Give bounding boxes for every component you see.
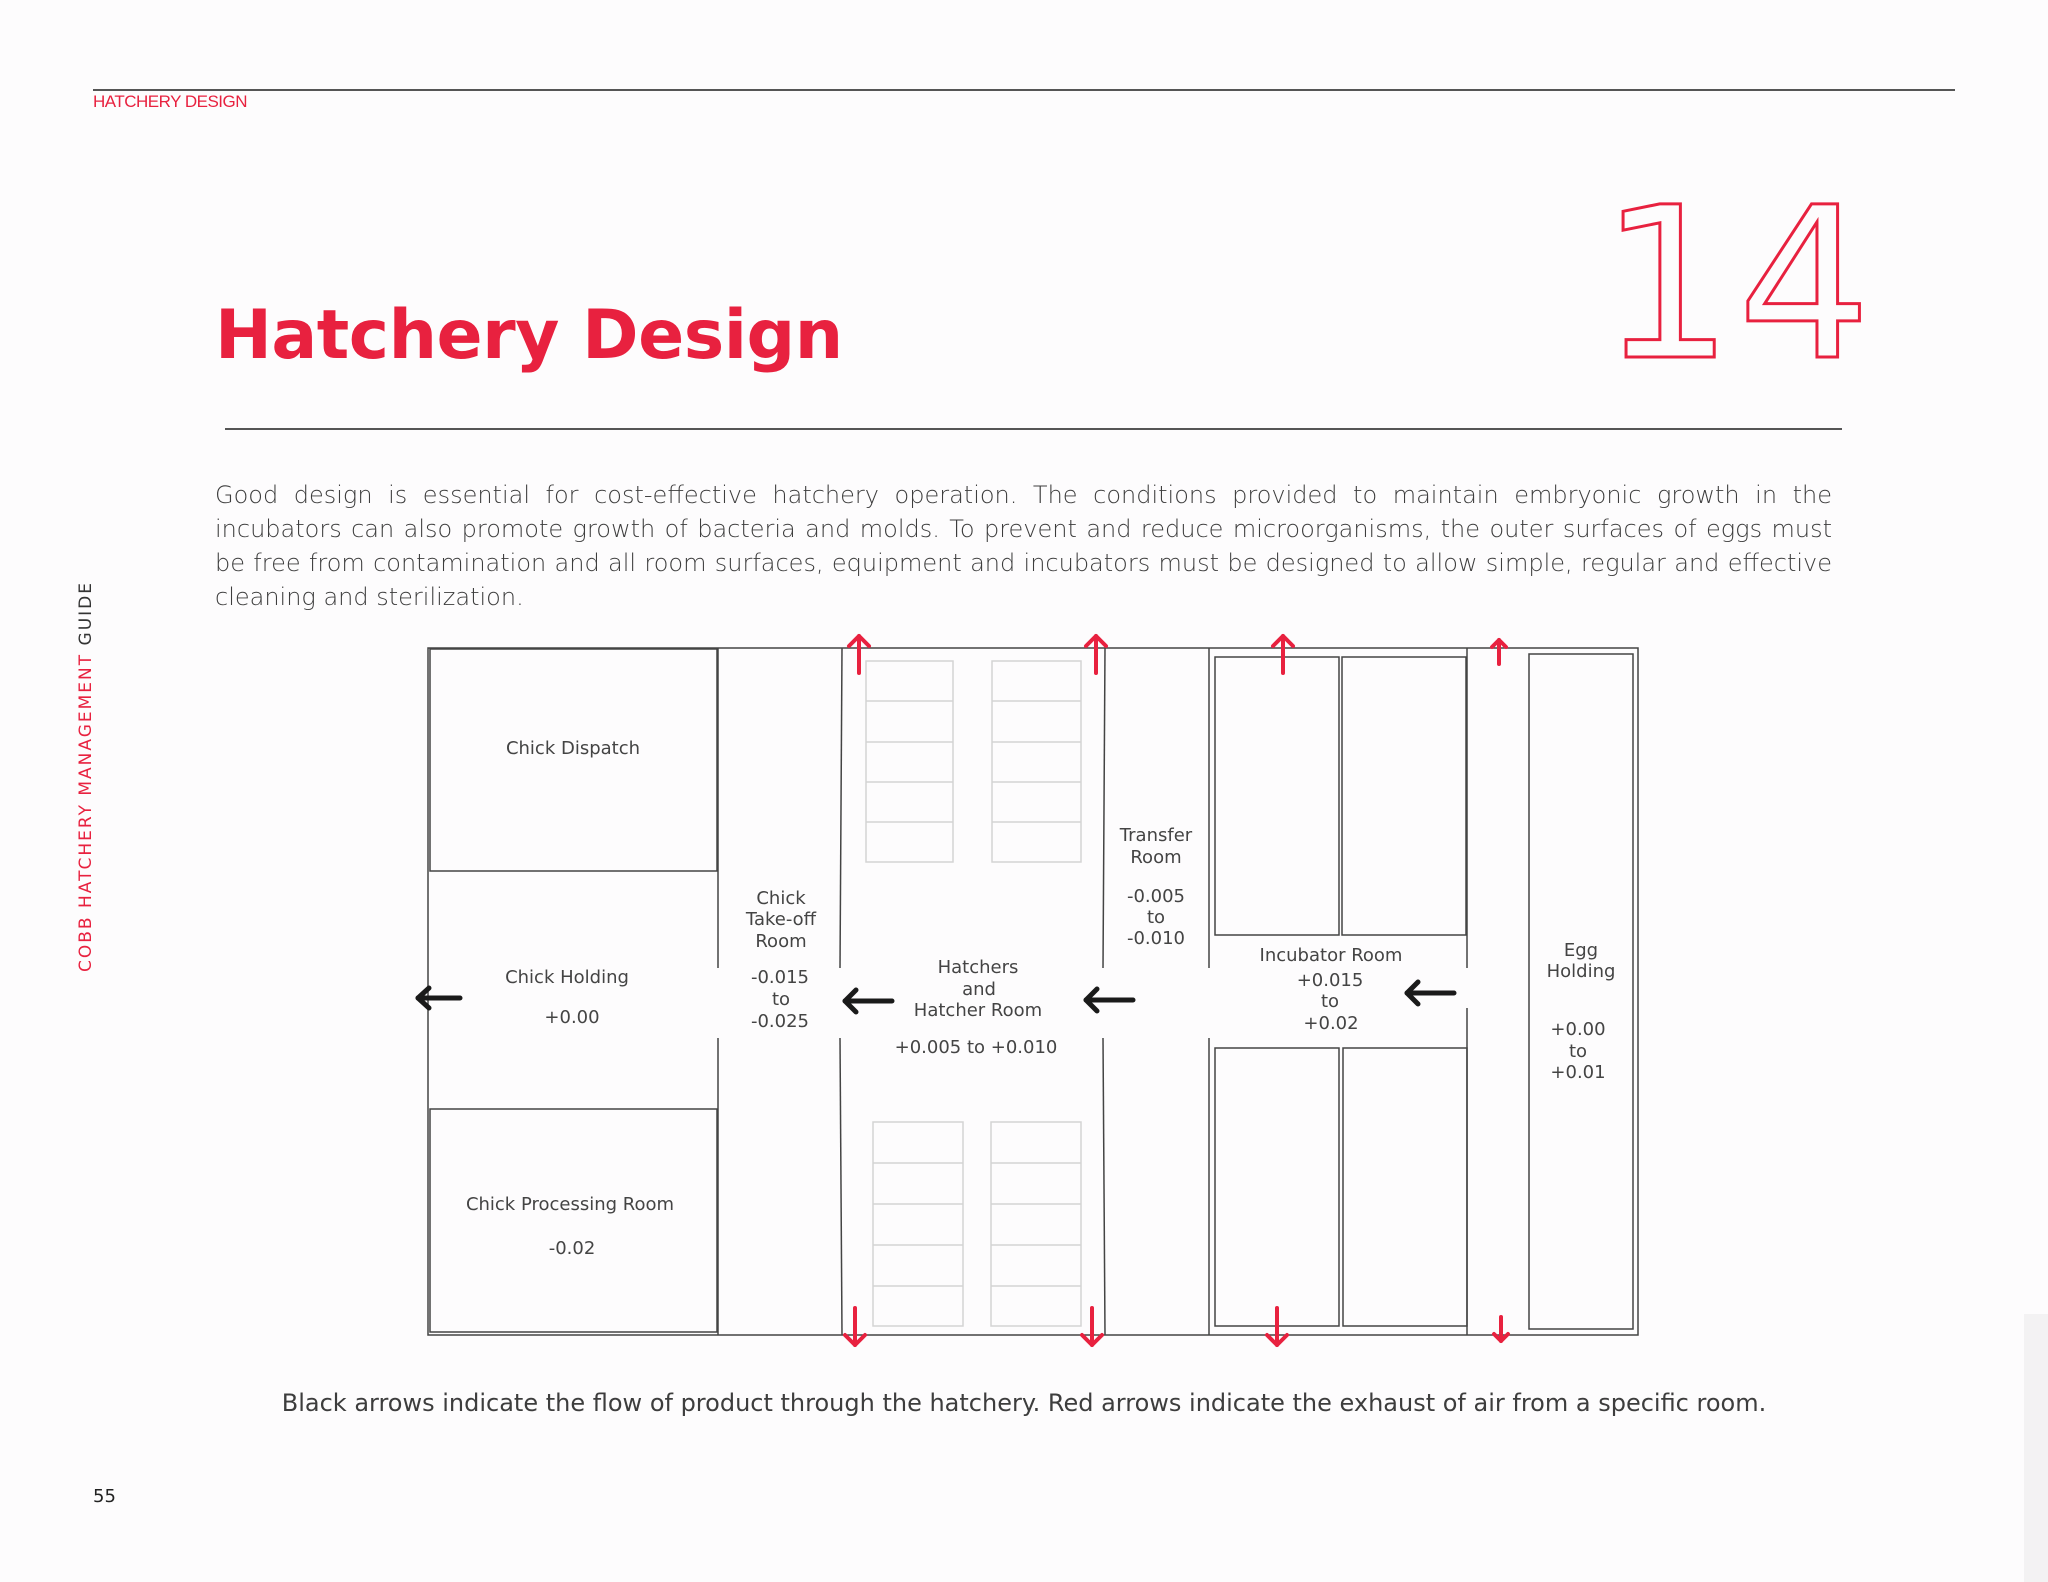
wall-hatcher-left-bottom [840,1038,842,1335]
pressure-transfer: to [1146,907,1166,928]
label-egg-holding: Egg [1563,940,1599,961]
page-edge [2024,1314,2048,1582]
exhaust-arrow-down-icon [1494,1317,1508,1341]
label-chick-takeoff: Chick [756,888,806,909]
side-label-guide-name: COBB HATCHERY MANAGEMENT [76,652,96,972]
incubator-unit [1342,657,1466,935]
pressure-chick-processing: -0.02 [548,1238,596,1259]
pressure-incubator: to [1320,991,1340,1012]
wall-hatcher-left-top [840,648,842,968]
wall-hatcher-right-top [1103,648,1105,968]
running-header: HATCHERY DESIGN [93,92,248,111]
flow-arrow-left-icon [418,988,460,1008]
exhaust-arrow-up-icon [1492,640,1506,664]
page-number: 55 [93,1486,116,1507]
intro-paragraph: Good design is essential for cost-effective hatchery operation. The conditions provided to maintain embryonic growth in the incubators can also promote growth of bacteria and molds. To prevent and reduce microorganisms, the outer surfaces of eggs must be free from contamination and all room surfaces, equipment and incubators must be designed to allow simple, regular and effective cleaning and sterilization. [215,481,1832,611]
room-egg-holding [1529,654,1633,1329]
pressure-egg-holding: to [1568,1041,1588,1062]
wall-hatcher-right-bottom [1103,1038,1105,1335]
figure-caption: Black arrows indicate the flow of product through the hatchery. Red arrows indicate the exhaust of air from a specific room. [281,1389,1767,1417]
exhaust-arrow-down-icon [845,1308,865,1345]
label-transfer: Transfer [1119,825,1193,846]
label-incubator: Incubator Room [1259,945,1403,966]
pressure-incubator: +0.015 [1296,970,1364,991]
incubator-unit [1215,657,1339,935]
exhaust-arrow-up-icon [1273,636,1293,673]
flow-arrow-left-icon [1407,982,1454,1004]
pressure-incubator: +0.02 [1303,1013,1359,1034]
incubator-unit [1343,1048,1467,1326]
chapter-title: Hatchery Design [215,296,843,375]
label-transfer: Room [1130,847,1182,868]
label-hatchers: Hatcher Room [913,1000,1043,1021]
exhaust-arrow-up-icon [1086,636,1106,673]
pressure-egg-holding: +0.00 [1550,1019,1606,1040]
label-chick-takeoff: Take-off [745,909,817,930]
room-chick-processing [430,1109,717,1332]
pressure-chick-takeoff: -0.015 [750,967,810,988]
exhaust-arrow-down-icon [1082,1308,1102,1345]
side-label-guide-word: GUIDE [76,580,96,646]
label-hatchers: Hatchers [937,957,1019,978]
pressure-transfer: -0.010 [1126,928,1186,949]
label-chick-dispatch: Chick Dispatch [505,738,641,759]
incubator-unit [1215,1048,1339,1326]
label-chick-takeoff: Room [755,931,807,952]
flow-arrow-left-icon [845,990,892,1012]
label-chick-holding: Chick Holding [505,967,629,988]
pressure-transfer: -0.005 [1126,886,1186,907]
label-chick-processing: Chick Processing Room [465,1194,675,1215]
chapter-number: 14 [1600,162,1876,407]
flow-arrow-left-icon [1086,989,1133,1011]
pressure-chick-holding: +0.00 [544,1007,600,1028]
label-hatchers: and [962,979,996,1000]
pressure-egg-holding: +0.01 [1550,1062,1606,1083]
pressure-hatchers: +0.005 to +0.010 [894,1037,1058,1058]
room-chick-dispatch [430,649,717,871]
pressure-chick-takeoff: to [771,989,791,1010]
pressure-chick-takeoff: -0.025 [750,1011,810,1032]
label-egg-holding: Holding [1546,961,1616,982]
